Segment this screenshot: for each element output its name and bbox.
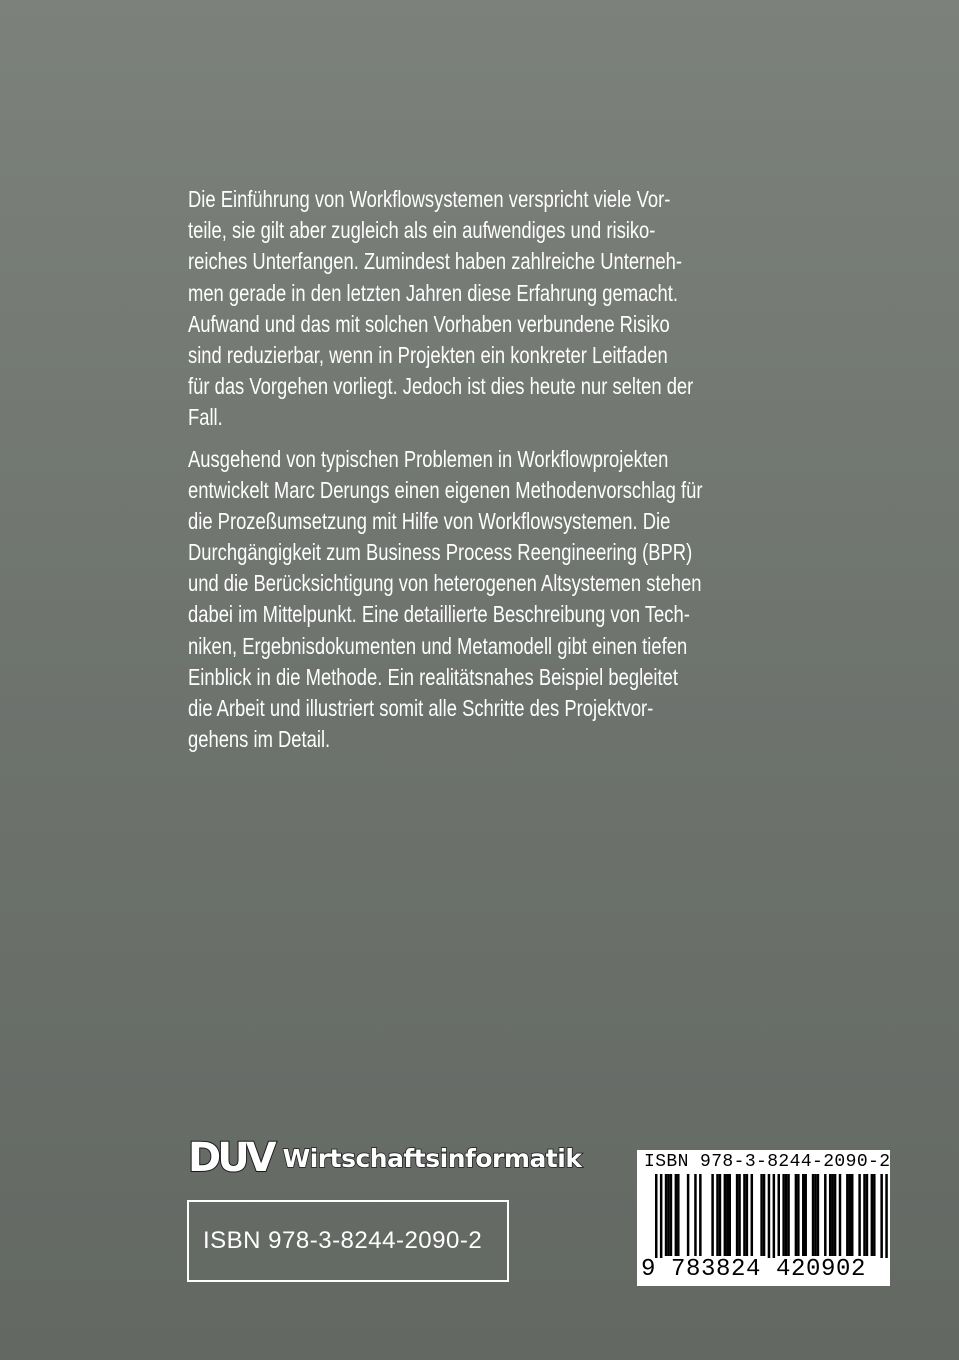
barcode (637, 1174, 890, 1258)
barcode-bar (665, 1174, 668, 1256)
blurb-line: für das Vorgehen vorliegt. Jedoch ist dies heute nur selten der (188, 373, 694, 400)
blurb-line: entwickelt Marc Derungs einen eigenen Methodenvorschlag für (188, 476, 703, 503)
barcode-bar (726, 1174, 729, 1256)
barcode-bar (738, 1174, 741, 1256)
barcode-bar (763, 1174, 766, 1256)
barcode-bar (839, 1174, 842, 1256)
barcode-bar (711, 1174, 714, 1256)
blurb-line: Einblick in die Methode. Ein realitätsnahes Beispiel begleitet (188, 663, 678, 690)
barcode-bar (736, 1174, 739, 1256)
barcode-isbn-label: ISBN 978-3-8244-2090-2 (644, 1152, 891, 1172)
blurb-line: Ausgehend von typischen Problemen in Workflowprojekten (188, 445, 669, 472)
barcode-bar (667, 1174, 670, 1256)
series-name: Wirtschaftsinformatik (282, 1143, 582, 1173)
barcode-bar (787, 1174, 790, 1256)
barcode-bar (782, 1174, 785, 1256)
barcode-bar (724, 1174, 727, 1256)
barcode-bar (880, 1174, 883, 1258)
barcode-bar (719, 1174, 722, 1256)
barcode-bar (804, 1174, 807, 1256)
isbn-box (187, 1200, 509, 1282)
barcode-bar (802, 1174, 805, 1256)
barcode-bar (694, 1174, 697, 1256)
barcode-bar (829, 1174, 832, 1256)
blurb-line: reiches Unterfangen. Zumindest haben zahlreiche Unterneh- (188, 248, 683, 275)
barcode-bar (768, 1174, 771, 1258)
barcode-panel (637, 1150, 890, 1286)
blurb-line: Die Einführung von Workflowsystemen verspricht viele Vor- (188, 186, 671, 212)
back-cover-blurb (188, 184, 768, 755)
blurb-line: niken, Ergebnisdokumenten und Metamodell gibt einen tiefen (188, 632, 688, 659)
blurb-line: die Prozeßumsetzung mit Hilfe von Workflowsystemen. Die (188, 507, 671, 534)
barcode-bar (817, 1174, 820, 1256)
blurb-line: teile, sie gilt aber zugleich als ein aufwendiges und risiko- (188, 217, 656, 244)
blurb-line: und die Berücksichtigung von heterogenen Altsystemen stehen (188, 570, 702, 597)
blurb-line: Durchgängigkeit zum Business Process Reengineering (BPR) (188, 539, 693, 566)
isbn-text: ISBN 978-3-8244-2090-2 (203, 1227, 483, 1254)
barcode-bar (824, 1174, 827, 1256)
barcode-bar (851, 1174, 854, 1256)
barcode-bar (729, 1174, 732, 1256)
barcode-bar (846, 1174, 849, 1256)
barcode-bar (812, 1174, 815, 1256)
barcode-bar (751, 1174, 754, 1256)
barcode-bar (866, 1174, 869, 1256)
blurb-line: die Arbeit und illustriert somit alle Schritte des Projektvor- (188, 695, 654, 721)
barcode-bar (797, 1174, 800, 1256)
barcode-bar (814, 1174, 817, 1256)
blurb-line: gehens im Detail. (188, 726, 331, 753)
barcode-bar (778, 1174, 781, 1256)
barcode-bar (675, 1174, 678, 1256)
barcode-bar (795, 1174, 798, 1256)
barcode-bar (885, 1174, 888, 1258)
barcode-bar (773, 1174, 776, 1258)
barcode-bar (871, 1174, 874, 1256)
publisher-mark (188, 1136, 581, 1180)
barcode-bar (743, 1174, 746, 1256)
barcode-bar (834, 1174, 837, 1256)
blurb-line: dabei im Mittelpunkt. Eine detaillierte Beschreibung von Tech- (188, 601, 690, 628)
blurb-line: Aufwand und das mit solchen Vorhaben verbundene Risiko (188, 310, 670, 337)
barcode-bar (873, 1174, 876, 1256)
barcode-digits: 9 783824 420902 (641, 1256, 867, 1283)
blurb-paragraph-2 (188, 444, 768, 756)
barcode-bar (716, 1174, 719, 1256)
barcode-bar (670, 1174, 673, 1256)
barcode-bar (858, 1174, 861, 1256)
barcode-bar (831, 1174, 834, 1256)
barcode-bar (746, 1174, 749, 1256)
blurb-line: sind reduzierbar, wenn in Projekten ein konkreter Leitfaden (188, 341, 668, 368)
blurb-line: Fall. (188, 404, 223, 431)
barcode-bar (655, 1174, 658, 1258)
barcode-bar (863, 1174, 866, 1256)
duv-logo: DUV (188, 1135, 273, 1181)
blurb-paragraph-1 (188, 184, 768, 434)
barcode-bar (699, 1174, 702, 1256)
barcode-bar (760, 1174, 763, 1256)
barcode-bar (687, 1174, 690, 1256)
barcode-bar (785, 1174, 788, 1256)
blurb-line: men gerade in den letzten Jahren diese Erfahrung gemacht. (188, 279, 678, 306)
barcode-bar (849, 1174, 852, 1256)
barcode-bar (660, 1174, 663, 1258)
barcode-bar (677, 1174, 680, 1256)
